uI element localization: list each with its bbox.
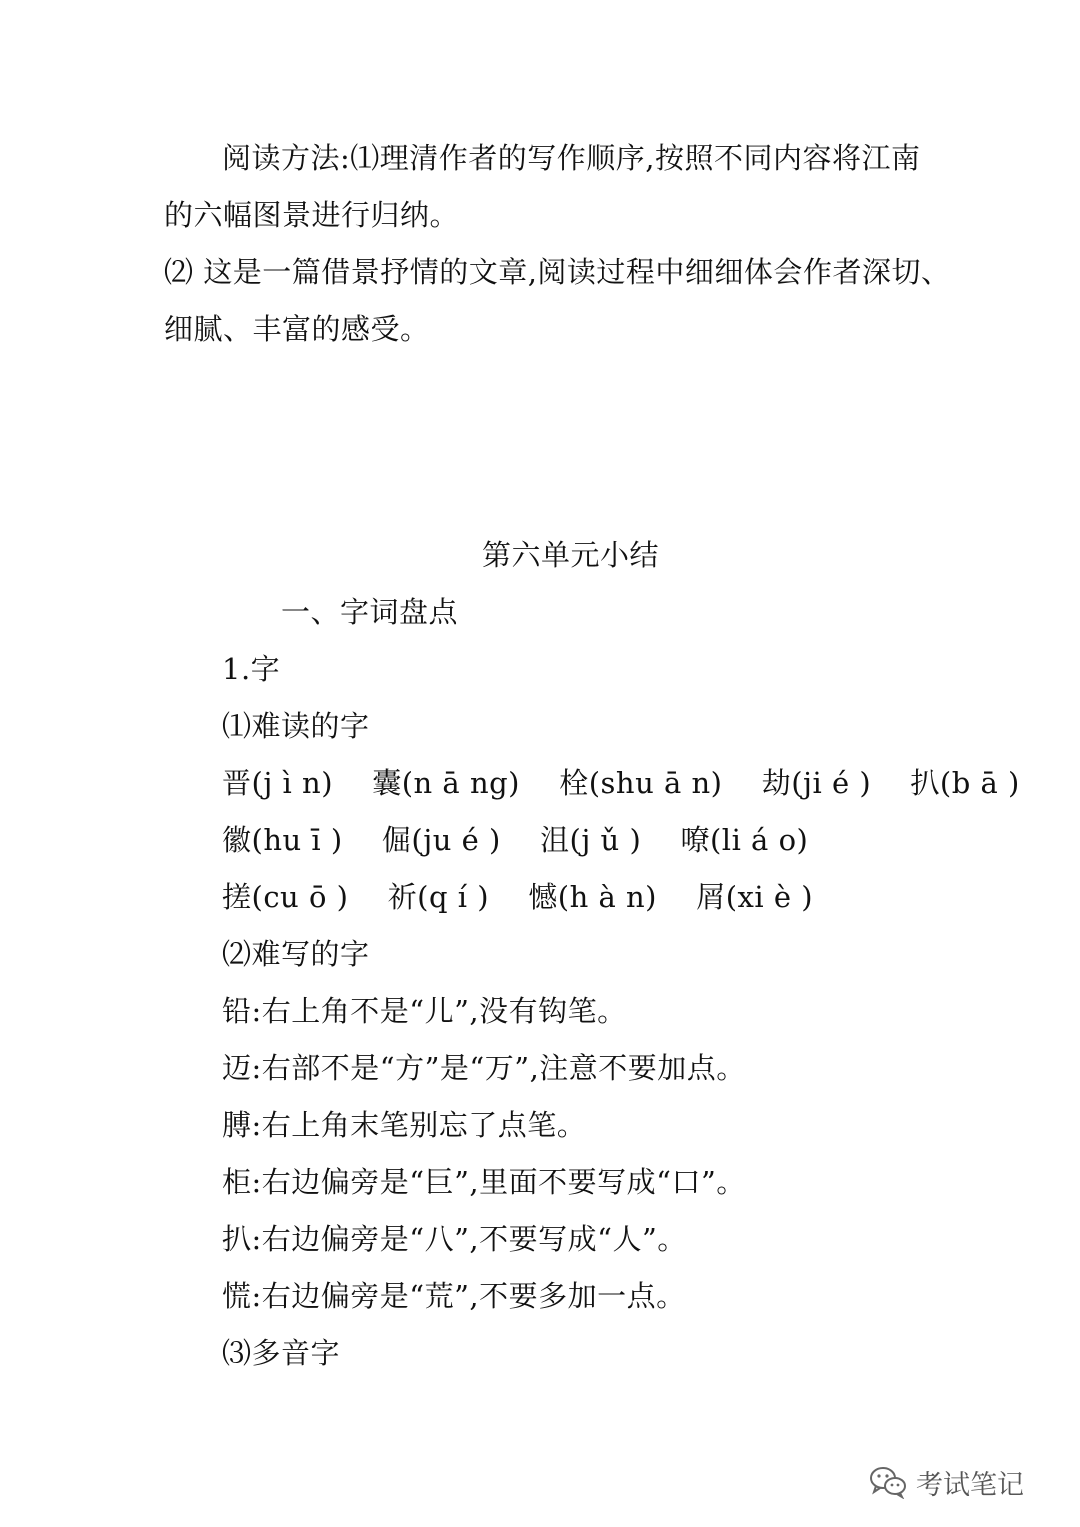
pinyin-row: 搓(cu ō ) 祈(q í ) 憾(h à n) 屑(xi è ): [222, 880, 814, 914]
reading-method-line-1: 阅读方法:⑴理清作者的写作顺序,按照不同内容将江南: [222, 141, 921, 175]
watermark: [868, 1462, 1024, 1502]
difficult-write-heading: ⑵难写的字: [222, 937, 370, 971]
page-title: 第六单元小结: [482, 538, 660, 572]
pinyin-row: 徽(hu ī ) 倔(ju é ) 沮(j ǔ ) 嘹(li á o): [222, 823, 809, 857]
writing-note: 柜:右边偏旁是“巨”,里面不要写成“口”。: [222, 1165, 746, 1199]
writing-note: 膊:右上角末笔别忘了点笔。: [222, 1108, 587, 1142]
writing-note: 铅:右上角不是“儿”,没有钩笔。: [222, 994, 627, 1028]
wechat-icon: [868, 1465, 908, 1499]
writing-note: 迈:右部不是“方”是“万”,注意不要加点。: [222, 1051, 746, 1085]
watermark-text: 考试笔记: [916, 1469, 1024, 1501]
writing-note: 慌:右边偏旁是“荒”,不要多加一点。: [222, 1279, 686, 1313]
pinyin-row: 晋(j ì n) 囊(n ā ng) 栓(shu ā n) 劫(ji é ) 扒(b ā ): [222, 766, 1020, 800]
writing-note: 扒:右边偏旁是“八”,不要写成“人”。: [222, 1222, 687, 1256]
polyphonic-heading: ⑶多音字: [222, 1336, 341, 1370]
subsection-heading: 1.字: [222, 652, 281, 686]
reading-method-line-3: ⑵ 这是一篇借景抒情的文章,阅读过程中细细体会作者深切、: [164, 255, 951, 289]
section-heading: 一、字词盘点: [281, 595, 459, 629]
difficult-read-heading: ⑴难读的字: [222, 709, 370, 743]
reading-method-line-4: 细腻、丰富的感受。: [164, 312, 430, 346]
reading-method-line-2: 的六幅图景进行归纳。: [164, 198, 460, 232]
